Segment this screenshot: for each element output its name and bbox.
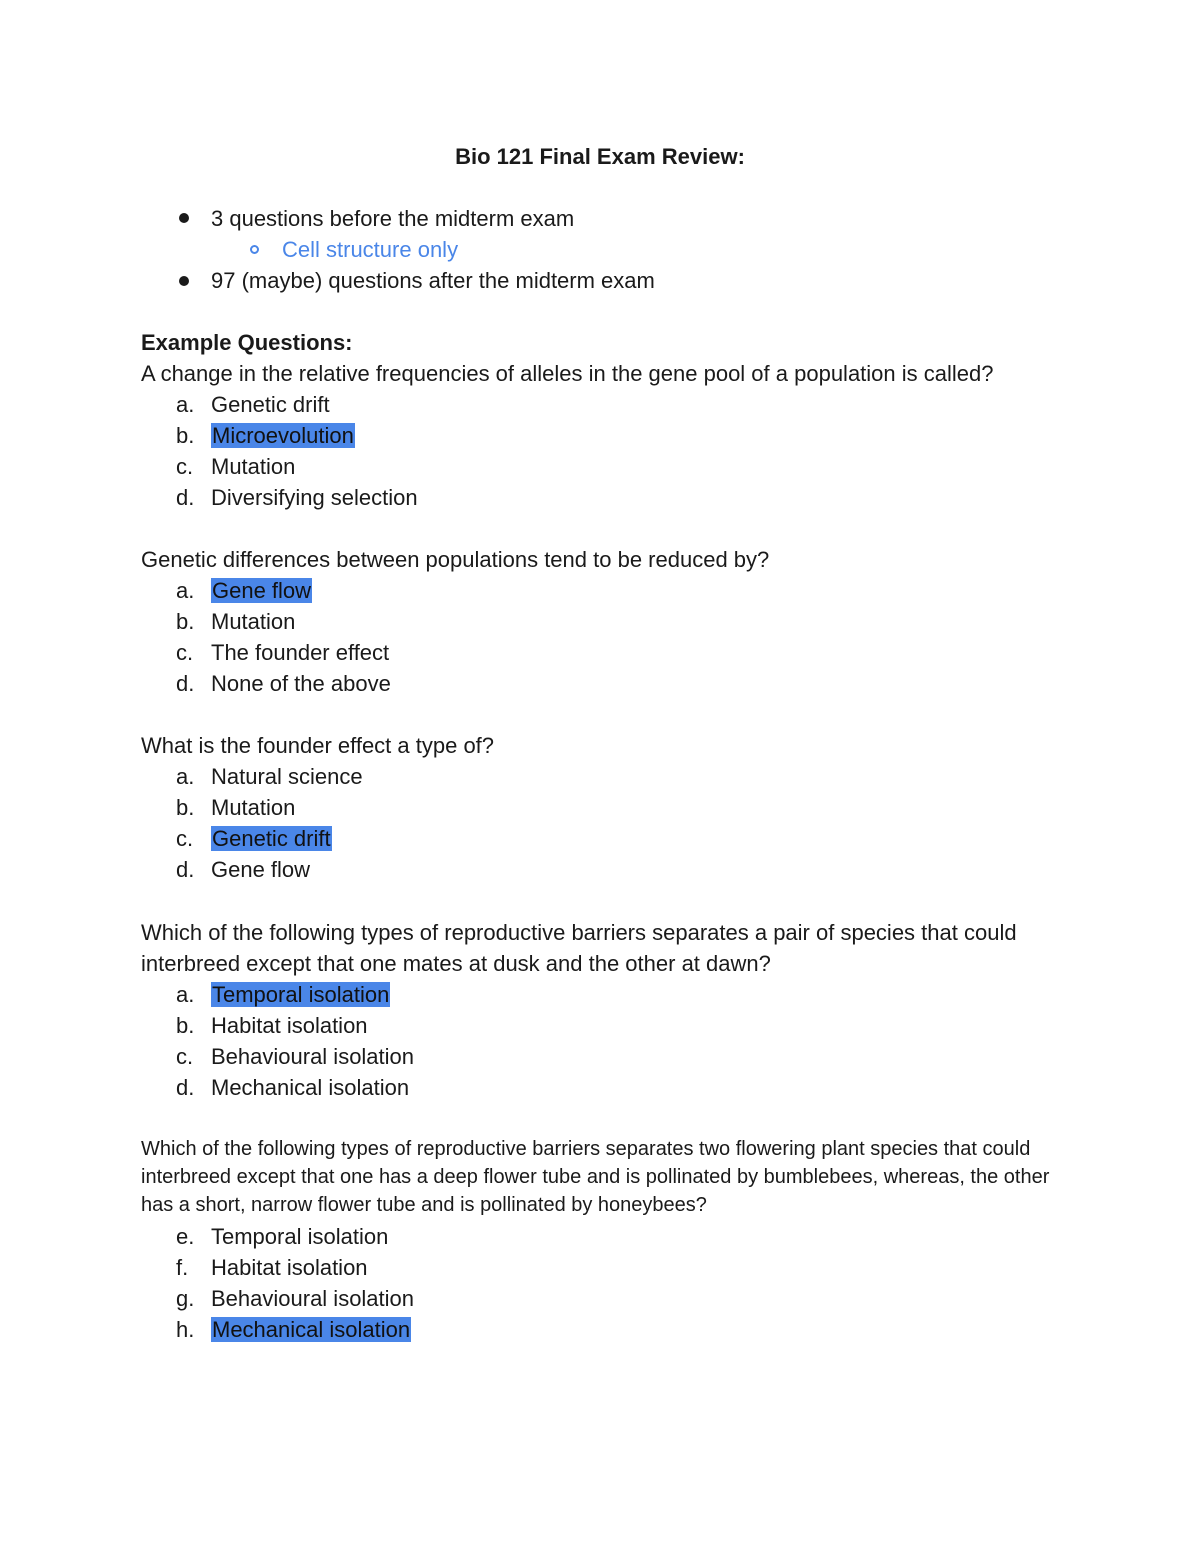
option-text [211, 792, 295, 823]
option-label: Genetic drift [211, 392, 330, 417]
option-text [211, 1252, 368, 1283]
option-label: Mutation [211, 454, 296, 479]
option-label: Mechanical isolation [211, 1075, 410, 1100]
highlighted-answer: Mechanical isolation [212, 1317, 411, 1342]
option-text [211, 451, 295, 482]
option-text [211, 823, 332, 854]
option-label: Behavioural isolation [211, 1286, 415, 1311]
option-text [211, 606, 295, 637]
question-text: Which of the following types of reproductive barriers separates a pair of species that could interbreed except that one mates at dusk and the other at dawn? [141, 920, 1017, 976]
option-label: Temporal isolation [211, 1224, 389, 1249]
option-text [211, 389, 330, 420]
option-text [211, 482, 418, 513]
option-label: The founder effect [211, 640, 390, 665]
option-text [211, 575, 312, 606]
option-letter: a. [176, 764, 195, 789]
bullet-dot-icon [179, 276, 189, 286]
option-text [211, 1221, 388, 1252]
option-letter: d. [176, 671, 195, 696]
option-letter: c. [176, 454, 194, 479]
option-letter: e. [176, 1224, 195, 1249]
option-text [211, 668, 391, 699]
highlighted-answer: Gene flow [212, 578, 312, 603]
option-label: Mutation [211, 609, 296, 634]
option-text [211, 1072, 409, 1103]
option-letter: c. [176, 640, 194, 665]
option-letter: d. [176, 857, 195, 882]
bullet-dot-icon [179, 213, 189, 223]
question-text: Genetic differences between populations tend to be reduced by? [141, 547, 770, 572]
section-heading: Example Questions: [141, 330, 353, 355]
hollow-bullet-icon [250, 245, 259, 254]
option-letter: f. [176, 1255, 189, 1280]
option-label: None of the above [211, 671, 391, 696]
option-letter: b. [176, 795, 195, 820]
option-label: Habitat isolation [211, 1013, 368, 1038]
bullet-item: 3 questions before the midterm exam [211, 206, 575, 231]
question-text: A change in the relative frequencies of alleles in the gene pool of a population is called? [141, 361, 994, 386]
option-text [211, 1010, 368, 1041]
option-letter: a. [176, 578, 195, 603]
sub-bullet-item: Cell structure only [282, 237, 459, 262]
highlighted-answer: Microevolution [212, 423, 354, 448]
bullet-item: 97 (maybe) questions after the midterm exam [211, 268, 655, 293]
option-letter: h. [176, 1317, 195, 1342]
option-text [211, 1041, 414, 1072]
option-letter: b. [176, 609, 195, 634]
option-label: Natural science [211, 764, 363, 789]
option-label: Gene flow [211, 857, 311, 882]
option-letter: a. [176, 982, 195, 1007]
highlighted-answer: Temporal isolation [212, 982, 390, 1007]
option-letter: b. [176, 423, 195, 448]
option-letter: c. [176, 1044, 194, 1069]
option-text [211, 1314, 411, 1345]
page-title: Bio 121 Final Exam Review: [455, 144, 745, 169]
option-label: Diversifying selection [211, 485, 418, 510]
option-label: Mutation [211, 795, 296, 820]
option-text [211, 1283, 414, 1314]
option-text [211, 979, 390, 1010]
option-letter: g. [176, 1286, 195, 1311]
option-text [211, 637, 389, 668]
option-letter: a. [176, 392, 195, 417]
option-letter: d. [176, 485, 195, 510]
option-text [211, 761, 363, 792]
question-text: What is the founder effect a type of? [141, 733, 495, 758]
option-label: Behavioural isolation [211, 1044, 415, 1069]
option-label: Habitat isolation [211, 1255, 368, 1280]
option-letter: d. [176, 1075, 195, 1100]
option-letter: b. [176, 1013, 195, 1038]
question-text: Which of the following types of reproductive barriers separates two flowering plant species that could interbreed except that one has a deep flower tube and is pollinated by bumblebees, whereas, the other has a short, narrow flower tube and is pollinated by honeybees? [141, 1138, 1050, 1216]
option-letter: c. [176, 826, 194, 851]
option-text [211, 854, 310, 885]
option-text [211, 420, 355, 451]
highlighted-answer: Genetic drift [212, 826, 331, 851]
